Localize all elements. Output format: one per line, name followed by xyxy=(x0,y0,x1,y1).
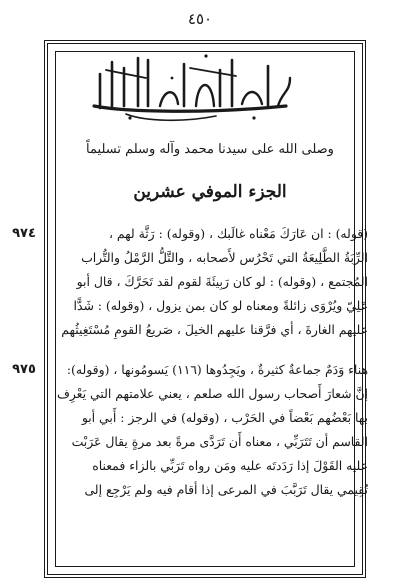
entry-number: ٩٧٤ xyxy=(12,226,36,241)
text-line: عليهم الغارةَ ، أي فرَّقنا عليهم الخيلَ ، صَريعُ القومِ مُسْتَغِيثُهم xyxy=(61,322,368,337)
text-line: المُجتمع ، (وقوله) : لو كان رَبِيئَةَ لقوم لقد تَحَرَّكَ ، قال أبو xyxy=(76,274,368,289)
part-heading: الجزء الموفي عشرين xyxy=(133,182,287,202)
text-line: بها بَعْضُهم بَعْضاً في الحَرْب ، (وقوله) في الرجز : أَبي أبو xyxy=(81,410,368,425)
text-line: عليه القَوْلَ إذا رَدَدتَه عليه ومَن رواه تَرَبِّي بالزاء فمعناه xyxy=(92,458,368,473)
text-line: (قوله) : ان عَارَكَ مَعْناه غالَبك ، (وقوله) : رَثَّة لهم ، xyxy=(108,226,368,241)
text-line: تُقِيمي يقال تَرَبَّبَ في المرعى إذا أقام فيه ولم يَرْجِع إلى xyxy=(84,482,368,497)
text-line: القاسم أن تَتَرَبِّي ، معناه أَن تَرَدَّى مرةً بعد مرةٍ يقال عَرَبْت xyxy=(71,434,368,449)
basmala-calligraphy xyxy=(86,48,296,124)
text-line: هناء وَدَمٌ جماعةٌ كثيرةٌ ، ويَجِدُوها (١١٦) يَسومُونها ، (وقوله): xyxy=(66,362,368,377)
page-number: ٤٥٠ xyxy=(187,10,213,28)
text-line: عَلِيّ ويُرْوَى زائلةً ومعناه لو كان بمن يزول ، (وقوله) : شَدًّا xyxy=(73,298,368,313)
blessing-line: وصلى الله على سيدنا محمد وآله وسلم تسليماً xyxy=(86,142,334,157)
entry-number: ٩٧٥ xyxy=(12,362,36,377)
text-line: إنَّ شعارَ أَصحاب رسول الله صلعم ، يعني علامتهم التي يَعْرِف xyxy=(56,386,368,401)
text-line: الرِّبَةُ الطَّلِيعَةُ التي تَحْرُس لأَصحابه ، والتَّلُّ الرَّمْلُ والتُّراب xyxy=(81,250,368,265)
basmala-calligraphy-graphic xyxy=(86,48,296,124)
